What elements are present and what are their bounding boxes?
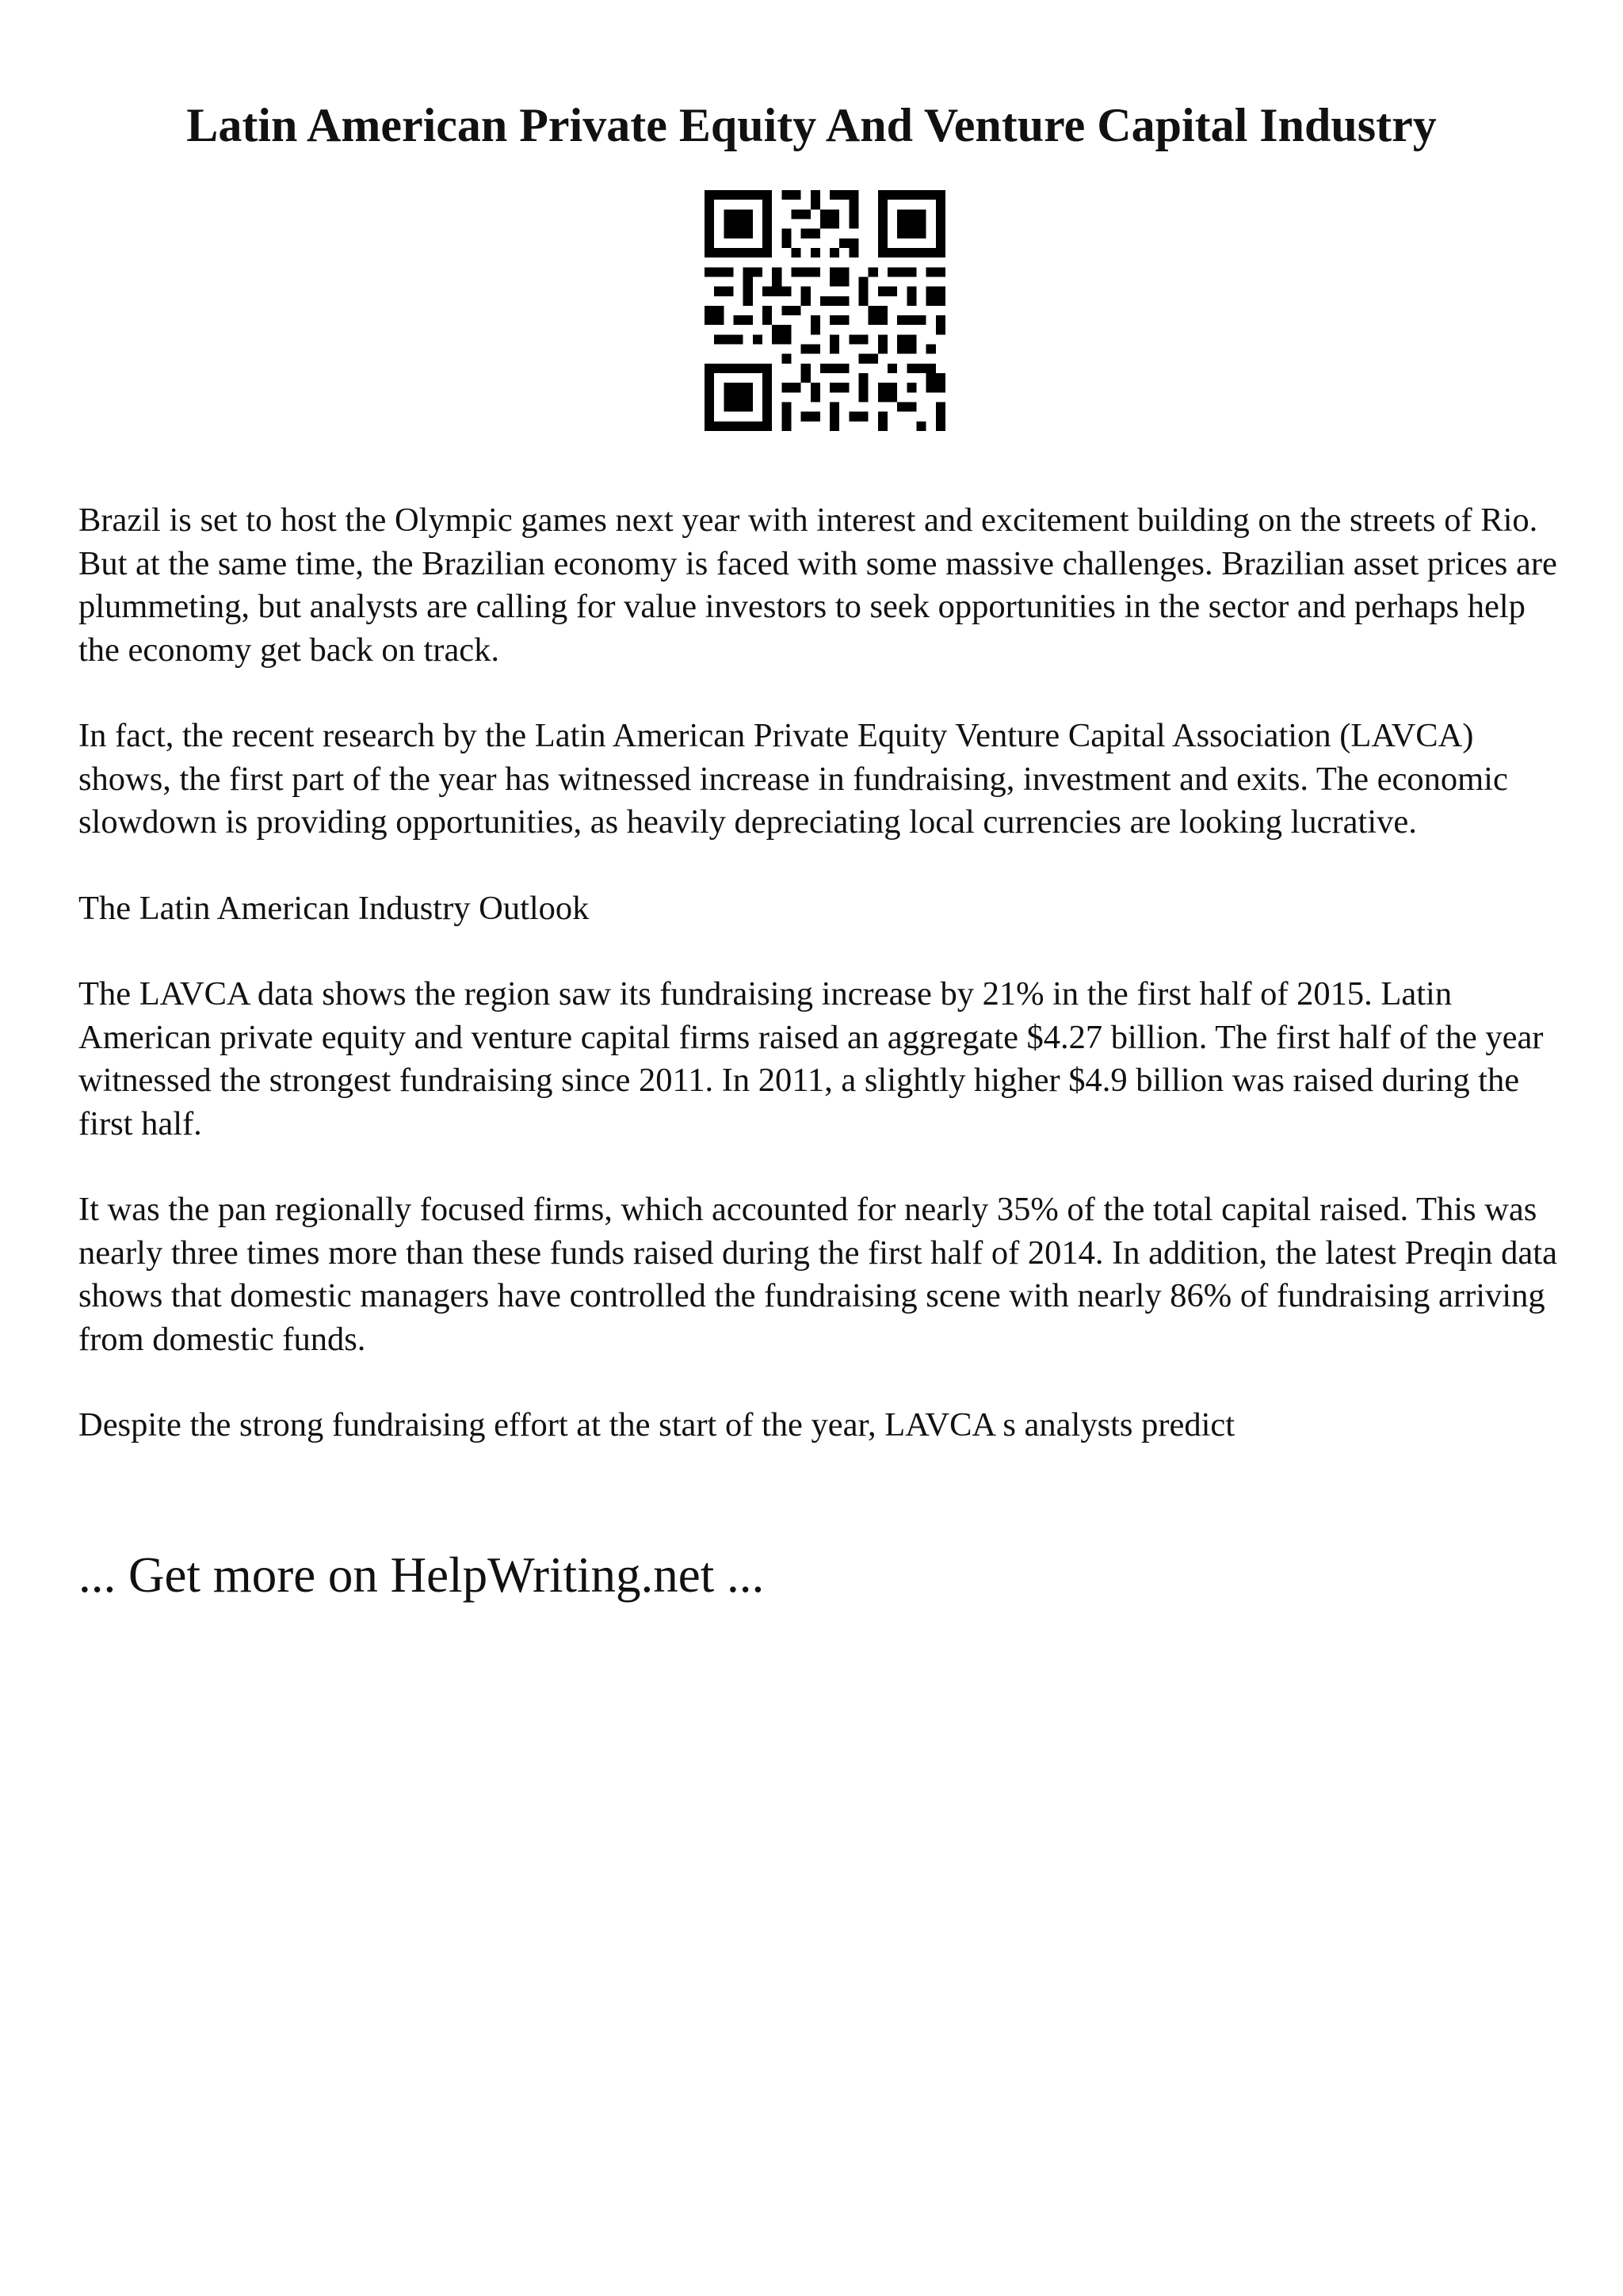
paragraph: In fact, the recent research by the Latin American Private Equity Venture Capital Association (LAVCA) shows, the first part of the year has witnessed increase in fundraising, investment and exits. The economic slowdown is providing opportunities, as heavily depreciating local currencies are looking lucrative. <box>78 717 1508 841</box>
document-title: Latin American Private Equity And Venture Capital Industry <box>186 99 1437 151</box>
paragraph: Despite the strong fundraising effort at the start of the year, LAVCA s analysts predict <box>78 1406 1235 1444</box>
article-body <box>78 499 1568 1490</box>
paragraph: Brazil is set to host the Olympic games next year with interest and excitement building on the streets of Rio. But at the same time, the Brazilian economy is faced with some massive challenges. Brazilian asset prices are plummeting, but analysts are calling for value investors to seek opportunities in the sector and perhaps help the economy get back on track. <box>78 502 1557 669</box>
qr-code-icon <box>705 190 945 431</box>
paragraph: The LAVCA data shows the region saw its fundraising increase by 21% in the first half of 2015. Latin American private equity and venture capital firms raised an aggregate $4.27 billion. The first half of the year witnessed the strongest fundraising since 2011. In 2011, a slightly higher $4.9 billion was raised during the first half. <box>78 975 1544 1142</box>
paragraph: It was the pan regionally focused firms, which accounted for nearly 35% of the total capital raised. This was nearly three times more than these funds raised during the first half of 2014. In addition, the latest Preqin data shows that domestic managers have controlled the fundraising scene with nearly 86% of fundraising arriving from domestic funds. <box>78 1191 1557 1358</box>
section-heading: The Latin American Industry Outlook <box>78 889 590 927</box>
get-more-link[interactable]: ... Get more on HelpWriting.net ... <box>78 1547 765 1603</box>
